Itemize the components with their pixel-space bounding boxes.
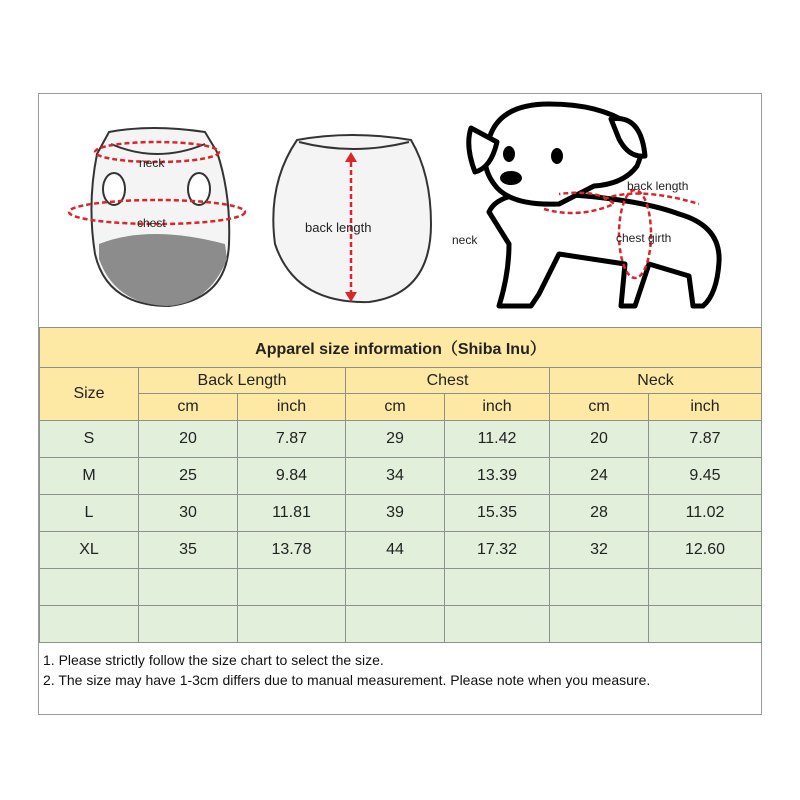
table-cell: 9.45 bbox=[649, 458, 762, 495]
table-cell: 7.87 bbox=[649, 421, 762, 458]
table-row bbox=[40, 495, 762, 532]
note-line-1: 1. Please strictly follow the size chart to select the size. bbox=[43, 652, 384, 668]
dog-back-length-label: back length bbox=[627, 179, 689, 193]
table-row bbox=[40, 458, 762, 495]
table-row bbox=[40, 532, 762, 569]
size-table bbox=[39, 327, 762, 643]
table-cell: 34 bbox=[346, 458, 445, 495]
header-neck: Neck bbox=[550, 368, 762, 394]
table-cell: 11.02 bbox=[649, 495, 762, 532]
table-cell: 44 bbox=[346, 532, 445, 569]
header-chest: Chest bbox=[346, 368, 550, 394]
table-cell: 30 bbox=[139, 495, 238, 532]
table-cell: 12.60 bbox=[649, 532, 762, 569]
table-cell: XL bbox=[40, 532, 139, 569]
unit-header: cm bbox=[139, 394, 238, 421]
unit-header: inch bbox=[445, 394, 550, 421]
table-cell: 25 bbox=[139, 458, 238, 495]
dog-drawing bbox=[469, 104, 719, 306]
back-length-label: back length bbox=[305, 220, 372, 235]
table-cell: 20 bbox=[550, 421, 649, 458]
table-cell: 39 bbox=[346, 495, 445, 532]
note-line-2: 2. The size may have 1-3cm differs due to manual measurement. Please note when you measure. bbox=[43, 672, 651, 688]
unit-header: inch bbox=[238, 394, 346, 421]
empty-row bbox=[40, 606, 762, 643]
table-cell: 9.84 bbox=[238, 458, 346, 495]
back-vest-drawing bbox=[273, 135, 431, 302]
table-cell: 32 bbox=[550, 532, 649, 569]
size-header: Size bbox=[40, 368, 139, 421]
unit-header-row bbox=[40, 394, 762, 421]
table-cell: 13.78 bbox=[238, 532, 346, 569]
unit-header: cm bbox=[346, 394, 445, 421]
empty-row bbox=[40, 569, 762, 606]
table-cell: 28 bbox=[550, 495, 649, 532]
front-neck-label: neck bbox=[139, 156, 165, 170]
table-cell: 7.87 bbox=[238, 421, 346, 458]
table-title-row bbox=[40, 328, 762, 368]
table-row bbox=[40, 421, 762, 458]
front-chest-label: chest bbox=[137, 216, 166, 230]
illustration-area bbox=[39, 94, 761, 327]
header-back-length: Back Length bbox=[139, 368, 346, 394]
dog-neck-label: neck bbox=[452, 233, 478, 247]
table-cell: M bbox=[40, 458, 139, 495]
table-cell: 35 bbox=[139, 532, 238, 569]
table-cell: 20 bbox=[139, 421, 238, 458]
table-cell: L bbox=[40, 495, 139, 532]
notes bbox=[43, 650, 650, 690]
table-cell: 11.81 bbox=[238, 495, 346, 532]
group-header-row bbox=[40, 368, 762, 394]
size-chart bbox=[38, 93, 762, 715]
table-cell: 13.39 bbox=[445, 458, 550, 495]
unit-header: cm bbox=[550, 394, 649, 421]
table-cell: 15.35 bbox=[445, 495, 550, 532]
table-cell: 29 bbox=[346, 421, 445, 458]
table-cell: S bbox=[40, 421, 139, 458]
table-title: Apparel size information（Shiba Inu） bbox=[40, 328, 762, 368]
table-cell: 24 bbox=[550, 458, 649, 495]
table-cell: 17.32 bbox=[445, 532, 550, 569]
unit-header: inch bbox=[649, 394, 762, 421]
measurement-illustration bbox=[39, 94, 761, 327]
dog-chest-girth-label: chest girth bbox=[616, 231, 672, 245]
table-cell: 11.42 bbox=[445, 421, 550, 458]
